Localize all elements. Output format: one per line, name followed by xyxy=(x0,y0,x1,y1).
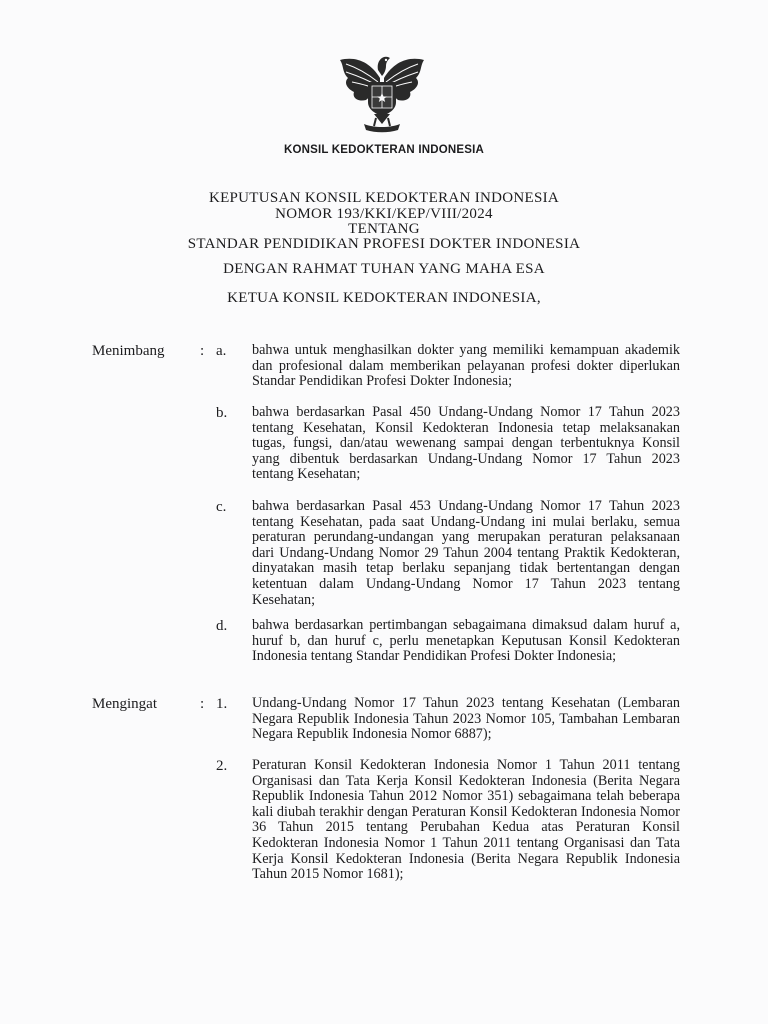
menimbang-marker-b: b. xyxy=(216,405,228,421)
decree-title: KEPUTUSAN KONSIL KEDOKTERAN INDONESIA xyxy=(208,190,560,206)
authority-line: KETUA KONSIL KEDOKTERAN INDONESIA, xyxy=(227,290,541,306)
decree-subject: STANDAR PENDIDIKAN PROFESI DOKTER INDONESIA xyxy=(187,236,581,252)
garuda-emblem-icon xyxy=(334,48,430,136)
mengingat-marker-2: 2. xyxy=(216,758,228,774)
decree-number: NOMOR 193/KKI/KEP/VIII/2024 xyxy=(275,206,493,222)
menimbang-item-d: bahwa berdasarkan pertimbangan sebagaimana dimaksud dalam huruf a, huruf b, dan huruf c, perlu menetapkan Keputusan Konsil Kedokteran Indonesia tentang Standar Pendidikan Profesi Dokter Indonesia; xyxy=(252,617,680,665)
mengingat-item-2: Peraturan Konsil Kedokteran Indonesia Nomor 1 Tahun 2011 tentang Organisasi dan Tata Kerja Konsil Kedokteran Indonesia (Berita Negara Republik Indonesia Tahun 2012 Nomor 351) sebagaimana telah beberapa kali diubah terakhir dengan Peraturan Konsil Kedokteran Indonesia Nomor 36 Tahun 2015 tentang Perubahan Kedua atas Peraturan Konsil Kedokteran Indonesia Nomor 1 Tahun 2011 tentang Organisasi dan Tata Kerja Konsil Kedokteran Indonesia (Berita Negara Republik Indonesia Tahun 2015 Nomor 1681); xyxy=(252,757,680,883)
menimbang-marker-c: c. xyxy=(216,499,227,515)
menimbang-item-c: bahwa berdasarkan Pasal 453 Undang-Undang Nomor 17 Tahun 2023 tentang Kesehatan, pada saat Undang-Undang ini mulai berlaku, semua peraturan perundang-undangan yang merupakan peraturan pelaksanaan dari Undang-Undang Nomor 29 Tahun 2004 tentang Praktik Kedokteran, dinyatakan masih tetap berlaku sepanjang tidak bertentangan dengan ketentuan dalam Undang-Undang Nomor 17 Tahun 2023 tentang Kesehatan; xyxy=(252,498,680,608)
menimbang-marker-a: a. xyxy=(216,343,227,359)
menimbang-marker-d: d. xyxy=(216,618,228,634)
institution-name: KONSIL KEDOKTERAN INDONESIA xyxy=(283,144,485,156)
menimbang-item-b: bahwa berdasarkan Pasal 450 Undang-Undang Nomor 17 Tahun 2023 tentang Kesehatan, Konsil Kedokteran Indonesia tetap melaksanakan tugas, fungsi, dan/atau wewenang sampai dengan terbentuknya Konsil yang dibentuk berdasarkan Undang-Undang Nomor 17 Tahun 2023 tentang Kesehatan; xyxy=(252,404,680,483)
mengingat-colon: : xyxy=(200,696,205,712)
mengingat-label: Mengingat xyxy=(92,696,157,712)
menimbang-item-a: bahwa untuk menghasilkan dokter yang memiliki kemampuan akademik dan profesional dalam memberikan pelayanan profesi dokter diperlukan Standar Pendidikan Profesi Dokter Indonesia; xyxy=(252,342,680,390)
mengingat-marker-1: 1. xyxy=(216,696,228,712)
menimbang-colon: : xyxy=(200,343,205,359)
menimbang-label: Menimbang xyxy=(92,343,165,359)
invocation-line: DENGAN RAHMAT TUHAN YANG MAHA ESA xyxy=(223,261,545,277)
mengingat-item-1: Undang-Undang Nomor 17 Tahun 2023 tentang Kesehatan (Lembaran Negara Republik Indonesia Tahun 2023 Nomor 105, Tambahan Lembaran Negara Republik Indonesia Nomor 6887); xyxy=(252,695,680,743)
decree-about: TENTANG xyxy=(348,221,420,237)
